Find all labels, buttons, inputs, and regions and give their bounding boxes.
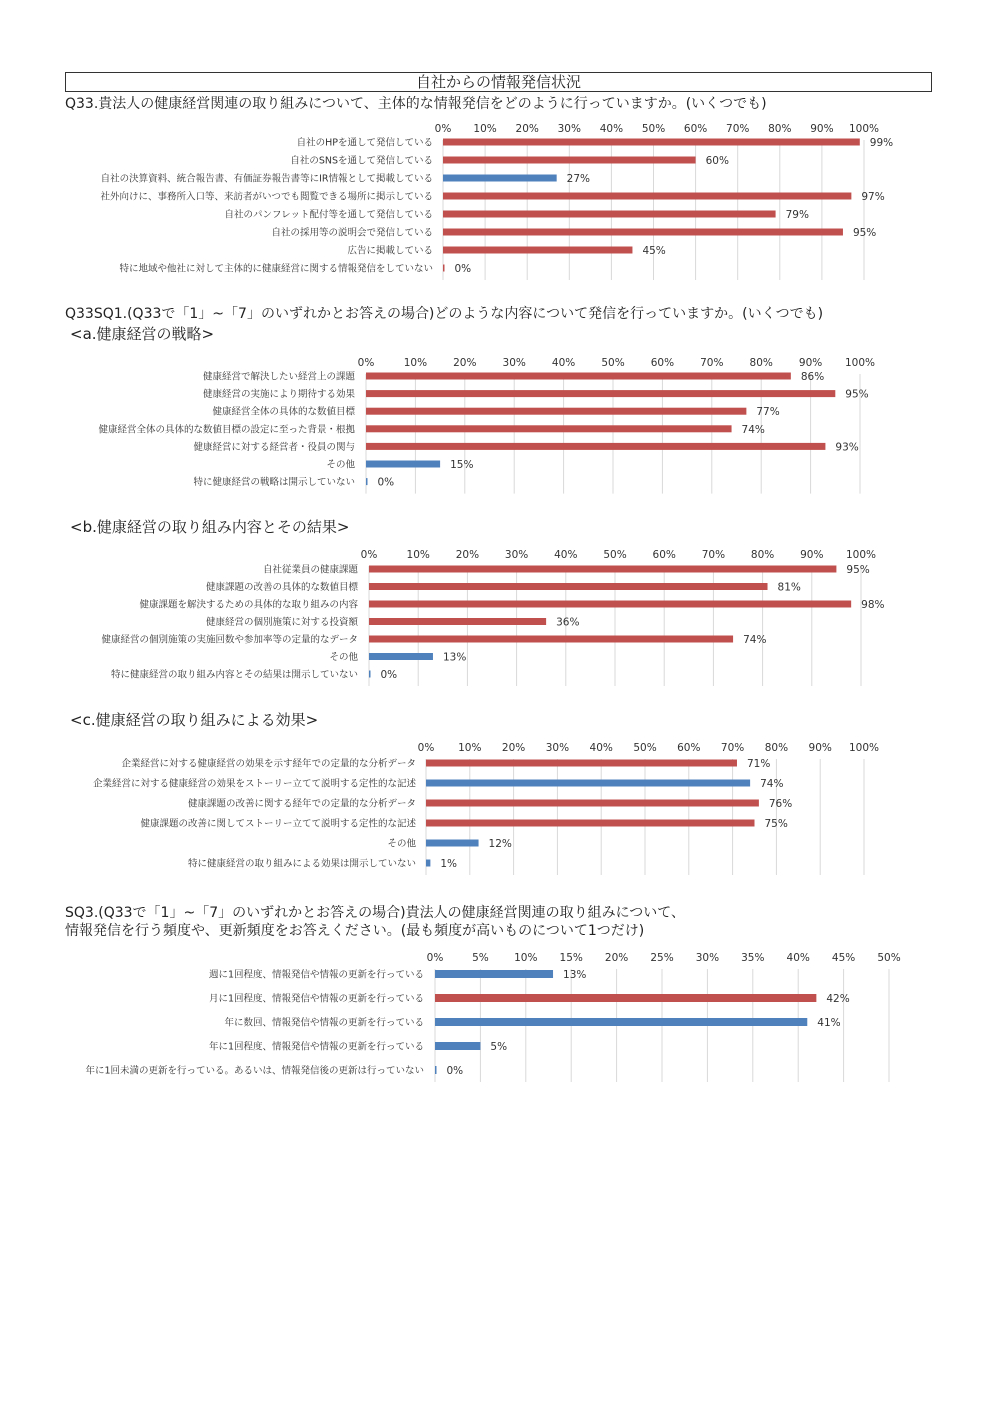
x-tick-label: 70% (726, 123, 750, 135)
bar (443, 175, 557, 182)
category-label: 年に1回未満の更新を行っている。あるいは、情報発信後の更新は行っていない (85, 1065, 424, 1077)
sq1b-subtitle: <b.健康経営の取り組み内容とその結果> (70, 518, 350, 536)
data-label: 74% (743, 634, 767, 646)
bar (366, 478, 368, 485)
category-label: 健康課題の改善に関する経年での定量的な分析データ (187, 798, 416, 810)
data-label: 95% (845, 388, 869, 401)
data-label: 95% (846, 564, 870, 576)
category-label: 健康課題の改善に関してストーリー立てて説明する定性的な記述 (140, 818, 416, 830)
x-tick-label: 50% (601, 357, 625, 369)
data-label: 27% (566, 173, 591, 185)
bar (366, 461, 440, 468)
category-label: 健康経営に対する経営者・役員の関与 (193, 441, 355, 453)
x-tick-label: 30% (502, 357, 526, 369)
data-label: 45% (642, 245, 666, 257)
category-label: 社外向けに、事務所入口等、来訪者がいつでも閲覧できる場所に掲示している (100, 191, 433, 203)
bar (426, 800, 759, 807)
category-label: 健康経営の実施により期待する効果 (202, 389, 355, 401)
sq1a-subtitle: <a.健康経営の戦略> (70, 325, 215, 343)
x-tick-label: 20% (501, 742, 526, 754)
sq3-title-line1: SQ3.(Q33で「1」~「7」のいずれかとお答えの場合)貴法人の健康経営関連の取り組みについて、 (65, 905, 686, 921)
x-tick-label: 100% (844, 357, 876, 369)
bar (426, 840, 479, 847)
x-tick-label: 40% (554, 549, 578, 561)
bar (366, 425, 732, 432)
x-tick-label: 80% (768, 123, 792, 135)
x-tick-label: 10% (403, 357, 428, 369)
data-label: 41% (817, 1017, 841, 1029)
bar (435, 970, 553, 978)
bar (369, 618, 546, 625)
x-tick-label: 10% (514, 952, 538, 964)
bar (369, 601, 851, 608)
category-label: 自社の決算資料、統合報告書、有価証券報告書等にIR情報として掲載している (100, 173, 433, 185)
bar (435, 1042, 480, 1050)
data-label: 81% (777, 581, 801, 594)
sq1b-bar-chart (0, 543, 1000, 698)
x-tick-label: 100% (845, 549, 877, 561)
bar (369, 671, 371, 678)
x-tick-label: 100% (848, 123, 880, 135)
data-label: 0% (454, 263, 472, 275)
bar (426, 860, 430, 867)
sq1c-subtitle: <c.健康経営の取り組みによる効果> (70, 711, 319, 729)
x-tick-label: 60% (650, 357, 675, 369)
category-label: 自社のHPを通して発信している (296, 137, 433, 149)
x-tick-label: 0% (360, 549, 378, 561)
x-tick-label: 90% (800, 549, 824, 561)
x-tick-label: 30% (545, 742, 570, 754)
x-tick-label: 80% (764, 742, 789, 754)
bar (443, 229, 843, 236)
bar (426, 820, 755, 827)
data-label: 12% (488, 838, 512, 850)
category-label: 自社のパンフレット配付等を通して発信している (224, 209, 433, 221)
category-label: 健康課題を解決するための具体的な取り組みの内容 (139, 599, 358, 611)
category-label: 年に1回程度、情報発信や情報の更新を行っている (208, 1041, 424, 1053)
bar (443, 265, 445, 272)
data-label: 77% (756, 406, 780, 419)
category-label: 自社の採用等の説明会で発信している (271, 227, 433, 239)
x-tick-label: 80% (750, 549, 775, 561)
x-tick-label: 45% (831, 952, 856, 964)
category-label: 健康経営の個別施策に対する投資額 (205, 617, 358, 628)
data-label: 1% (440, 858, 458, 870)
q33-title: Q33.貴法人の健康経営関連の取り組みについて、主体的な情報発信をどのように行っていますか。(いくつでも) (65, 96, 767, 112)
category-label: 特に地域や他社に対して主体的に健康経営に関する情報発信をしていない (119, 263, 433, 275)
data-label: 97% (861, 191, 885, 203)
data-label: 93% (835, 441, 859, 454)
x-tick-label: 15% (559, 952, 583, 964)
x-tick-label: 60% (683, 123, 708, 135)
category-label: 健康課題の改善の具体的な数値目標 (205, 582, 358, 593)
category-label: 企業経営に対する健康経営の効果を示す経年での定量的な分析データ (121, 758, 416, 770)
category-label: 月に1回程度、情報発信や情報の更新を行っている (208, 993, 424, 1005)
category-label: 特に健康経営の戦略は開示していない (193, 477, 355, 489)
sq3-bar-chart (0, 947, 1000, 1102)
bar (366, 443, 825, 450)
category-label: 健康経営全体の具体的な数値目標の設定に至った背景・根拠 (98, 424, 355, 436)
category-label: その他 (387, 838, 416, 850)
x-tick-label: 30% (557, 123, 581, 135)
x-tick-label: 50% (603, 549, 627, 561)
x-tick-label: 30% (504, 549, 529, 561)
x-tick-label: 50% (633, 742, 657, 754)
data-label: 0% (377, 476, 395, 489)
data-label: 74% (741, 423, 765, 436)
x-tick-label: 0% (426, 952, 444, 964)
category-label: 特に健康経営の取り組みによる効果は開示していない (187, 858, 416, 870)
bar (443, 211, 776, 218)
data-label: 74% (760, 778, 784, 790)
x-tick-label: 90% (808, 742, 832, 754)
x-tick-label: 90% (798, 357, 823, 369)
bar (443, 139, 860, 146)
sq3-title-line2: 情報発信を行う頻度や、更新頻度をお答えください。(最も頻度が高いものについて1つだけ) (65, 923, 645, 939)
x-tick-label: 70% (700, 357, 724, 369)
data-label: 13% (563, 969, 587, 981)
x-tick-label: 0% (417, 742, 435, 754)
bar (369, 583, 768, 590)
x-tick-label: 50% (877, 952, 901, 964)
data-label: 98% (861, 599, 885, 611)
category-label: 健康経営全体の具体的な数値目標 (212, 406, 355, 418)
category-label: 年に数回、情報発信や情報の更新を行っている (224, 1017, 424, 1029)
data-label: 13% (442, 651, 467, 664)
bar (369, 566, 836, 573)
category-label: その他 (329, 652, 358, 663)
x-tick-label: 0% (434, 123, 452, 135)
data-label: 60% (705, 155, 729, 167)
bar (443, 247, 632, 254)
data-label: 79% (785, 209, 809, 221)
data-label: 5% (490, 1041, 508, 1053)
data-label: 36% (556, 616, 580, 629)
bar (366, 390, 835, 397)
x-tick-label: 10% (473, 123, 497, 135)
data-label: 95% (852, 227, 877, 239)
x-tick-label: 40% (599, 123, 624, 135)
category-label: 健康経営で解決したい経営上の課題 (202, 371, 355, 383)
bar (366, 408, 746, 415)
data-label: 75% (764, 818, 788, 830)
data-label: 71% (746, 758, 771, 770)
x-tick-label: 70% (720, 742, 745, 754)
data-label: 15% (450, 459, 474, 471)
bar (369, 653, 433, 660)
data-label: 42% (826, 993, 850, 1005)
x-tick-label: 10% (458, 742, 482, 754)
x-tick-label: 20% (455, 549, 480, 561)
x-tick-label: 35% (741, 952, 765, 964)
x-tick-label: 100% (848, 742, 880, 754)
data-label: 0% (380, 669, 398, 681)
sq1c-bar-chart (0, 737, 1000, 889)
category-label: 自社のSNSを通して発信している (290, 155, 433, 167)
data-label: 0% (446, 1065, 464, 1077)
bar (435, 1018, 807, 1026)
x-tick-label: 80% (749, 357, 773, 369)
sq1a-bar-chart (0, 350, 1000, 505)
bar (443, 157, 696, 164)
x-tick-label: 20% (453, 357, 477, 369)
q33-bar-chart (0, 117, 1000, 292)
bar (426, 760, 737, 767)
data-label: 86% (800, 371, 825, 383)
x-tick-label: 0% (357, 357, 375, 369)
bar (435, 994, 816, 1002)
x-tick-label: 60% (652, 549, 676, 561)
category-label: 週に1回程度、情報発信や情報の更新を行っている (208, 969, 424, 981)
bar (369, 636, 733, 643)
category-label: 広告に掲載している (347, 245, 433, 257)
x-tick-label: 20% (515, 123, 539, 135)
x-tick-label: 10% (406, 549, 430, 561)
x-tick-label: 60% (677, 742, 701, 754)
bar (366, 373, 791, 380)
category-label: 自社従業員の健康課題 (262, 564, 358, 576)
category-label: 企業経営に対する健康経営の効果をストーリー立てて説明する定性的な記述 (92, 778, 416, 790)
x-tick-label: 90% (810, 123, 834, 135)
x-tick-label: 5% (472, 952, 489, 964)
category-label: 健康経営の個別施策の実施回数や参加率等の定量的なデータ (101, 634, 358, 646)
x-tick-label: 40% (786, 952, 810, 964)
bar (435, 1066, 437, 1074)
sq1-title: Q33SQ1.(Q33で「1」~「7」のいずれかとお答えの場合)どのような内容について発信を行っていますか。(いくつでも) (65, 306, 824, 322)
page-title: 自社からの情報発信状況 (65, 72, 932, 92)
x-tick-label: 25% (650, 952, 674, 964)
data-label: 99% (869, 137, 894, 149)
x-tick-label: 30% (695, 952, 720, 964)
category-label: 特に健康経営の取り組み内容とその結果は開示していない (110, 669, 358, 681)
x-tick-label: 20% (604, 952, 629, 964)
x-tick-label: 50% (641, 123, 666, 135)
x-tick-label: 40% (589, 742, 613, 754)
data-label: 76% (768, 798, 793, 810)
bar (443, 193, 851, 200)
category-label: その他 (326, 459, 355, 471)
x-tick-label: 40% (551, 357, 576, 369)
bar (426, 780, 750, 787)
x-tick-label: 70% (701, 549, 726, 561)
